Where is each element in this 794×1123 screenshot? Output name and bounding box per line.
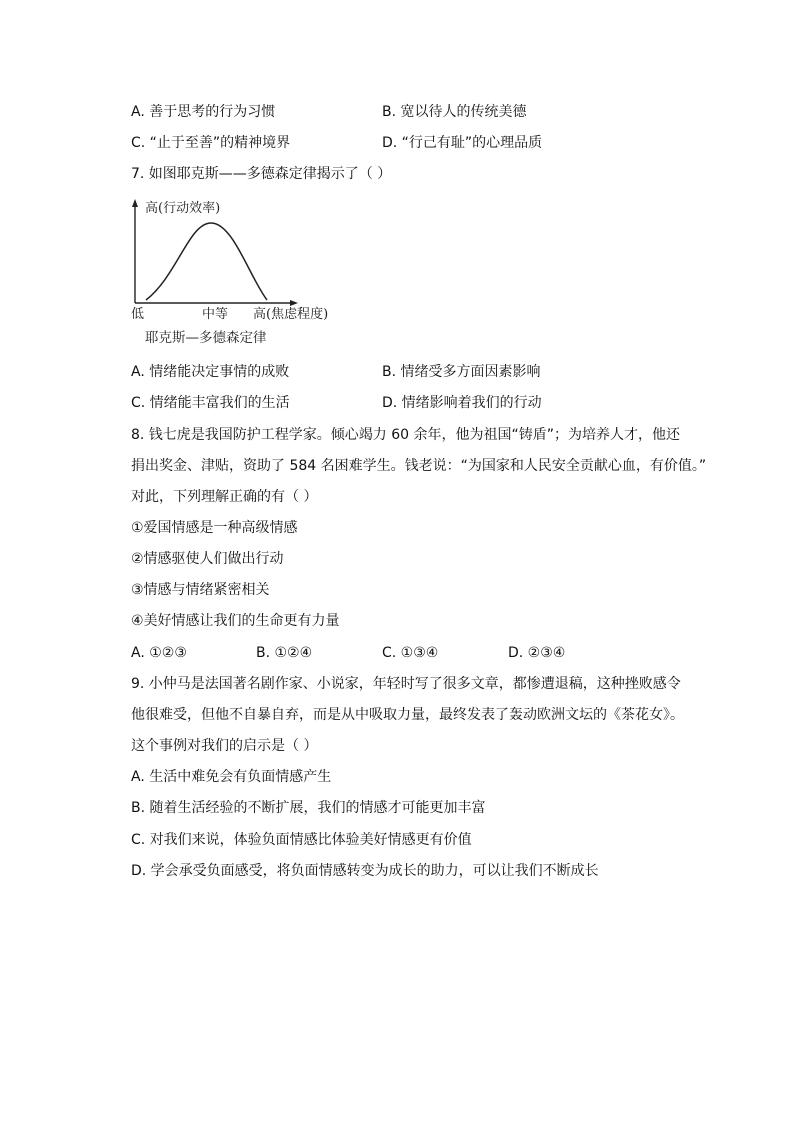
q9-stem-line-3: 这个事例对我们的启示是（ ） — [131, 738, 318, 754]
yerkes-dodson-graph — [127, 196, 357, 352]
q8-stem-line-3: 对此，下列理解正确的有（ ） — [131, 489, 318, 505]
q7-option-b: B. 情绪受多方面因素影响 — [382, 364, 541, 380]
q8-option-a: A. ①②③ — [131, 645, 187, 661]
figure-caption: 耶克斯—多德森定律 — [145, 330, 267, 346]
q8-item-4: ④美好情感让我们的生命更有力量 — [131, 613, 340, 629]
q8-option-d: D. ②③④ — [508, 645, 566, 661]
q8-stem-line-2: 捐出奖金、津贴，资助了 584 名困难学生。钱老说：“为国家和人民安全贡献心血，有价值。” — [131, 458, 707, 474]
yerkes-dodson-figure — [127, 196, 357, 352]
q6-option-a: A. 善于思考的行为习惯 — [131, 104, 276, 120]
y-axis-label: 高(行动效率) — [145, 201, 221, 216]
x-label-high: 高(焦虑程度) — [253, 307, 329, 322]
q7-stem: 7. 如图耶克斯——多德森定律揭示了（ ） — [131, 166, 392, 182]
q9-option-a: A. 生活中难免会有负面情感产生 — [131, 769, 332, 785]
q8-item-1: ①爱国情感是一种高级情感 — [131, 520, 298, 536]
q7-option-a: A. 情绪能决定事情的成败 — [131, 364, 290, 380]
q9-stem-line-1: 9. 小仲马是法国著名剧作家、小说家，年轻时写了很多文章，都惨遭退稿，这种挫败感令 — [131, 676, 681, 692]
q8-item-3: ③情感与情绪紧密相关 — [131, 582, 270, 598]
q6-option-b: B. 宽以待人的传统美德 — [382, 104, 527, 120]
q9-option-c: C. 对我们来说，体验负面情感比体验美好情感更有价值 — [131, 832, 472, 848]
performance-curve — [146, 223, 267, 300]
q8-item-2: ②情感驱使人们做出行动 — [131, 551, 284, 567]
x-label-low: 低 — [131, 307, 145, 322]
q6-option-c: C. “止于至善”的精神境界 — [131, 135, 291, 151]
x-label-mid: 中等 — [202, 307, 229, 322]
y-axis-arrow-icon — [132, 199, 138, 207]
q6-option-d: D. “行己有耻”的心理品质 — [382, 135, 543, 151]
q7-option-d: D. 情绪影响着我们的行动 — [382, 395, 542, 411]
q9-option-b: B. 随着生活经验的不断扩展，我们的情感才可能更加丰富 — [131, 800, 486, 816]
x-axis-arrow-icon — [290, 300, 298, 306]
q7-option-c: C. 情绪能丰富我们的生活 — [131, 395, 290, 411]
q8-option-c: C. ①③④ — [382, 645, 439, 661]
q9-option-d: D. 学会承受负面感受，将负面情感转变为成长的助力，可以让我们不断成长 — [131, 863, 599, 879]
q8-stem-line-1: 8. 钱七虎是我国防护工程学家。倾心竭力 60 余年，他为祖国“铸盾”；为培养人才，他还 — [131, 427, 681, 443]
q9-stem-line-2: 他很难受，但他不自暴自弃，而是从中吸取力量，最终发表了轰动欧洲文坛的《茶花女》。 — [131, 707, 684, 723]
q8-option-b: B. ①②④ — [256, 645, 313, 661]
